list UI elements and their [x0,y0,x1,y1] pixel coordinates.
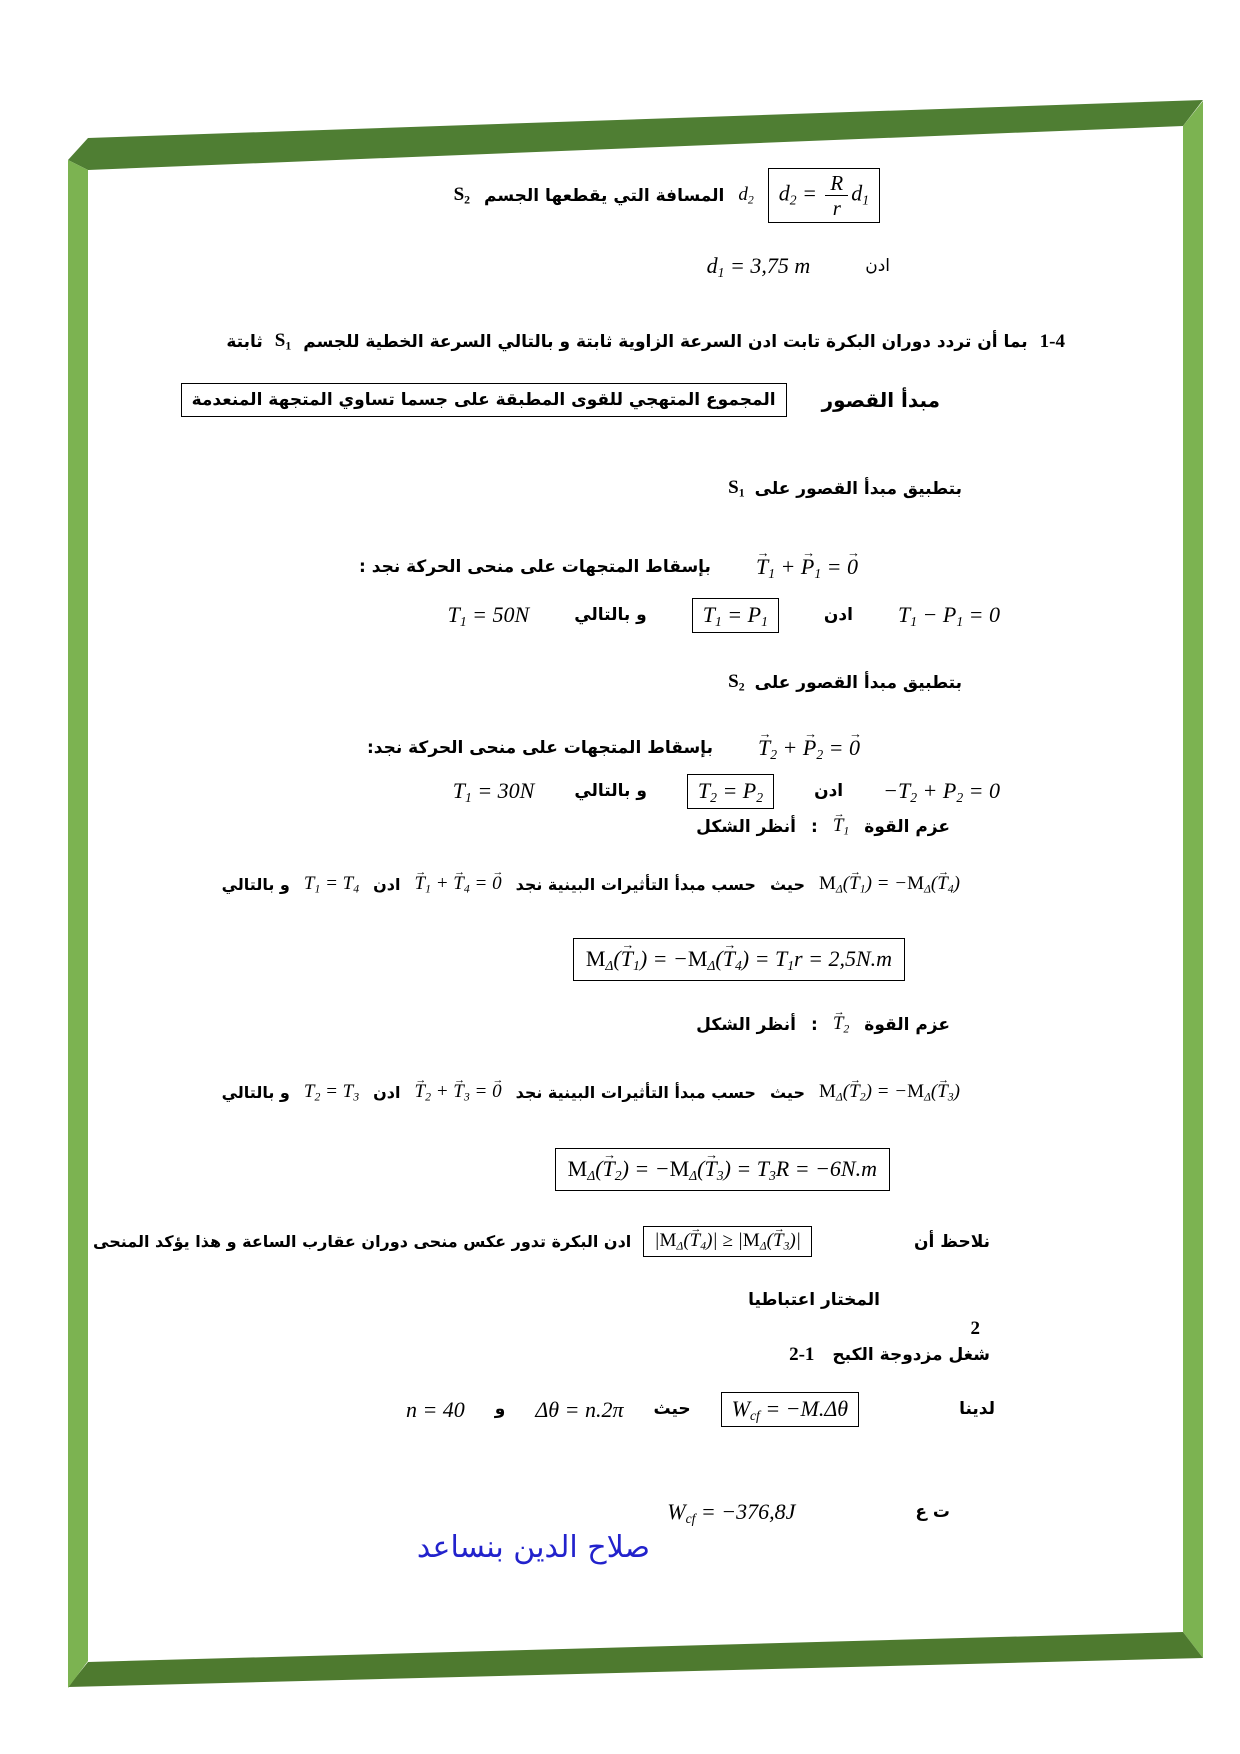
var-d2: $d_2$ [738,184,754,207]
eq-vectors-sum-zero: $T \to_2 + T \to_3 = 0$ → [414,1080,501,1105]
adn-label: ادن [865,256,890,277]
d1-result-line [707,252,890,281]
where-label: حيث [769,875,805,894]
signature: صلاح الدين بنساعد [416,1530,650,1565]
eq-minus-t2-plus-p2: $-T_2 + P_2 = 0$ [883,778,1000,805]
frame-left-bar [68,160,88,1688]
item-2-1-number: 2-1 [789,1344,815,1365]
eq-t1-30n: $T_1 = 30N$ [452,778,535,805]
adn-label: ادن [373,1083,401,1102]
eq-d1-value: $d_1 = 3,75$ m [706,253,811,280]
frame-right-bar [1183,101,1203,1658]
adn-label: ادن [373,875,401,894]
signature-line [417,1530,650,1565]
section-2-line [971,1318,981,1340]
consequently-label: و بالتالي [221,1083,290,1102]
see-figure-label: أنظر الشكل [696,816,796,837]
apply-inertia-s2: بتطبيق مبدأ القصور على [754,672,962,693]
box-moment-inequality: $|M_\Delta(T \to_4)| \ge |M_\Delta(T \to_3)|$ [643,1226,812,1257]
colon: : [811,1014,818,1035]
eq-n-40: n = 40 [405,1396,465,1422]
eq-moment-t2-t3: $M_\Delta(T \to_2) = -M_\Delta(T \to_3)$ [819,1080,960,1105]
eq-t2-equals-t3: $T_2 = T_3$ [303,1081,360,1104]
frame-bottom-bar [68,1632,1203,1687]
projection-s2-line [367,734,860,763]
apply-inertia-s2-line [728,671,962,694]
box-moment-t1-result: $M_\Delta(T \to_1) = -M_\Delta(T \to_4) = T_1r = 2,5N.m$ [573,938,905,981]
torque-title: عزم القوة [864,1014,950,1035]
rotation-note-line [93,1226,990,1257]
colon: : [811,816,818,837]
arbitrary-choice-statement: المختار اعتباطيا [748,1290,880,1310]
eq-vectors-sum-zero: $T \to_1 + T \to_4 = 0$ → [414,872,501,897]
formula-d2-box: $d_2$ = $\frac{R}{r}$ $d_1$ [768,168,880,223]
numeric-application-line [667,1498,950,1527]
rotation-direction-statement: ادن البكرة تدور عكس منحى دوران عقارب الساعة و هذا يؤكد المنحى [93,1232,632,1251]
torque-title: عزم القوة [864,816,950,837]
we-have-label: لدينا [959,1399,995,1420]
box-wcf-formula: $W_{cf} = -M.\Delta\theta$ [721,1392,859,1427]
apply-inertia-s1-line [728,477,962,500]
frame-top-bar [68,100,1203,170]
projection-statement: بإسقاط المتجهات على منحى الحركة نجد: [366,738,713,759]
arbitrary-choice-line [748,1290,880,1310]
where-label: حيث [769,1083,805,1102]
eq-delta-theta: Δθ = n.2π [535,1396,624,1422]
box-t1-equals-p1: $T_1 = P_1$ [692,598,779,633]
torque-t1-heading [696,814,950,839]
note-label: نلاحظ أن [913,1231,990,1252]
moment-t1-result-line [573,938,905,981]
inertia-principle-title: مبدأ القصور [821,388,940,412]
see-figure-label: أنظر الشكل [696,1014,796,1035]
t2-result-line [453,774,1000,809]
consequently-label: و بالتالي [574,605,647,626]
distance-line [454,168,880,223]
eq-t1-50n: $T_1 = 50N$ [447,602,530,629]
interaction-principle-statement: حسب مبدأ التأثيرات البينية نجد [515,875,756,894]
box-t2-equals-p2: $T_2 = P_2$ [687,774,774,809]
consequently-label: و بالتالي [221,875,290,894]
eq-t1-minus-p1: $T_1 - P_1 = 0$ [897,602,1000,629]
box-moment-t2-result: $M_\Delta(T \to_2) = -M_\Delta(T \to_3) = T_3R = -6N.m$ [555,1148,890,1191]
body-s1-label: $S_1$ [728,477,745,500]
eq-t1-equals-t4: $T_1 = T_4$ [303,873,360,896]
inertia-principle-box: المجموع المتهجي للقوى المطبقة على جسما تساوي المتجهة المنعدمة [181,383,787,417]
numeric-application-label: ت ع [915,1502,950,1523]
torque-t2-heading [696,1012,950,1037]
body-s2-label: $S_2$ [728,671,745,694]
adn-label: ادن [814,781,844,802]
question-1-4-line [226,330,1065,353]
moment-t2-result-line [555,1148,890,1191]
braking-couple-heading [789,1344,990,1366]
consequently-label: و بالتالي [574,781,647,802]
adn-label: ادن [823,605,853,626]
eq-t2-p2-vector: $T \to_2 + P \to_2 = 0$ → [758,734,860,763]
eq-moment-t1-t4: $M_\Delta(T \to_1) = -M_\Delta(T \to_4)$ [819,872,960,897]
vector-t1: $T \to_1$ [833,814,849,839]
moment-t1-t4-line [222,872,960,897]
vector-t2: $T \to_2$ [833,1012,849,1037]
statement-frequency: بما أن تردد دوران البكرة تابت ادن السرعة الزاوية ثابتة و بالتالي السرعة الخطية للجسم [303,331,1028,352]
inertia-principle-line [181,383,940,417]
body-s1-label: $S_1$ [274,330,292,353]
statement-constant-tail: ثابتة [226,331,263,352]
projection-statement: بإسقاط المتجهات على منحى الحركة نجد : [359,557,711,578]
body-s2-label: $S_2$ [453,183,471,207]
braking-couple-title: شغل مزدوجة الكبح [832,1345,990,1365]
interaction-principle-statement: حسب مبدأ التأثيرات البينية نجد [515,1083,756,1102]
section-2-number: 2 [970,1318,980,1339]
moment-t2-t3-line [222,1080,960,1105]
eq-t1-p1-vector: $T \to_1 + P \to_1 = 0$ → [756,553,858,582]
apply-inertia-s1: بتطبيق مبدأ القصور على [754,478,962,499]
t1-result-line [448,598,1000,633]
item-1-4-number: 1-4 [1039,330,1065,352]
wcf-formula-line [406,1392,995,1427]
where-label: حيث [653,1399,691,1420]
distance-caption: المسافة التي يقطعها الجسم [484,185,725,206]
and-label: و [494,1399,506,1420]
projection-s1-line [359,553,858,582]
eq-wcf-value: $W_{cf} = -376,8J$ [667,1499,796,1526]
